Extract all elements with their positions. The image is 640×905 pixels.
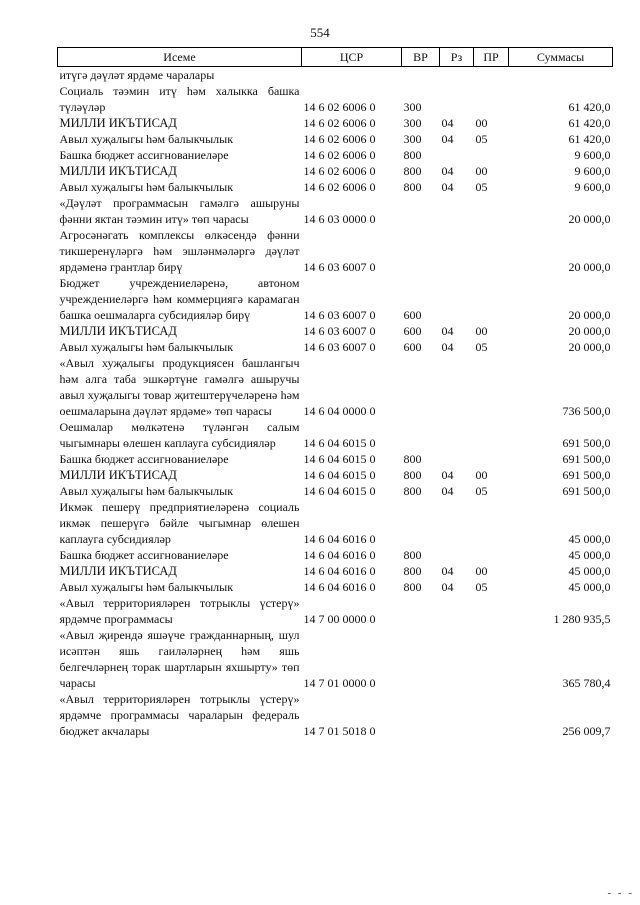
- cell-csr: 14 6 03 0000 0: [303, 212, 376, 226]
- cell-csr: 14 6 02 6006 0: [303, 164, 376, 178]
- cell-pr: [474, 547, 509, 563]
- cell-csr: 14 6 04 0000 0: [303, 404, 376, 418]
- cell-pr: 05: [475, 340, 488, 354]
- cell-sum: 61 420,0: [568, 100, 611, 114]
- cell-name: «Авыл территорияләрен тотрыклы үстерү» ярдәмче программасы: [59, 596, 300, 626]
- cell-vr: 800: [403, 180, 422, 194]
- cell-csr: 14 6 02 6006 0: [303, 132, 376, 146]
- cell-vr: [402, 355, 440, 419]
- cell-csr: 14 6 03 6007 0: [303, 324, 376, 338]
- header-rz: Рз: [440, 48, 474, 67]
- cell-name: МИЛЛИ ИКЪТИСАД: [59, 324, 177, 338]
- cell-name: Башка бюджет ассигнованиеләре: [59, 452, 229, 466]
- cell-rz: 04: [441, 180, 454, 194]
- cell-pr: 00: [475, 564, 488, 578]
- cell-csr: 14 6 02 6006 0: [303, 100, 376, 114]
- cell-sum: 20 000,0: [568, 212, 611, 226]
- cell-rz: [440, 227, 474, 275]
- cell-csr: 14 6 02 6006 0: [303, 180, 376, 194]
- table-row: [58, 147, 613, 163]
- cell-rz: 04: [441, 132, 454, 146]
- cell-csr: 14 6 02 6006 0: [303, 116, 376, 130]
- corner-mark: - - -: [607, 887, 634, 899]
- cell-rz: [440, 451, 474, 467]
- cell-vr: 600: [403, 308, 422, 322]
- cell-rz: [440, 627, 474, 691]
- cell-pr: [474, 627, 509, 691]
- cell-name: Бюджет учреждениеләренә, автоном учреждениеләргә һәм коммерциягә карамаган башка оешмаларга субсидияләр бирү: [59, 276, 300, 322]
- cell-csr: [302, 67, 402, 84]
- table-row: [58, 163, 613, 179]
- cell-name: Икмәк пешерү предприятиеләренә социаль икмәк пешерүгә бәйле чыгымнар өлешен каплауга субсидияләр: [59, 500, 300, 546]
- cell-name: МИЛЛИ ИКЪТИСАД: [59, 164, 177, 178]
- cell-pr: 00: [475, 324, 488, 338]
- header-sum: Суммасы: [509, 48, 613, 67]
- cell-csr: 14 7 01 5018 0: [303, 724, 376, 738]
- table-row: [58, 115, 613, 131]
- cell-name: «Авыл җирендә яшәүче гражданнарның, шул исәптән яшь гаиләләрнең һәм яшь белгечләрнең торак шартларын яхшырту» төп чарасы: [59, 628, 300, 690]
- cell-pr: [474, 691, 509, 739]
- cell-rz: [440, 67, 474, 84]
- cell-csr: 14 6 04 6015 0: [303, 484, 376, 498]
- table-row: [58, 483, 613, 499]
- cell-pr: [474, 83, 509, 115]
- header-vr: ВР: [402, 48, 440, 67]
- cell-pr: [474, 275, 509, 323]
- cell-rz: [440, 195, 474, 227]
- cell-vr: [402, 499, 440, 547]
- page-number: 554: [310, 25, 330, 40]
- table-row: [58, 547, 613, 563]
- cell-pr: [474, 499, 509, 547]
- cell-name: Башка бюджет ассигнованиеләре: [59, 148, 229, 162]
- cell-csr: 14 6 04 6016 0: [303, 564, 376, 578]
- cell-name: Авыл хуҗалыгы һәм балыкчылык: [59, 484, 234, 498]
- cell-csr: 14 6 04 6016 0: [303, 580, 376, 594]
- cell-rz: [440, 595, 474, 627]
- table-row: [58, 195, 613, 227]
- cell-name: Авыл хуҗалыгы һәм балыкчылык: [59, 132, 234, 146]
- cell-sum: 20 000,0: [568, 308, 611, 322]
- cell-vr: [402, 419, 440, 451]
- table-row: [58, 67, 613, 84]
- cell-sum: 691 500,0: [562, 452, 611, 466]
- cell-rz: [440, 419, 474, 451]
- cell-vr: [402, 595, 440, 627]
- cell-sum: 691 500,0: [562, 436, 611, 450]
- cell-name: «Дәүләт программасын гамәлгә ашыруны фәнни яктан тәэмин итү» төп чарасы: [59, 196, 300, 226]
- cell-rz: 04: [441, 324, 454, 338]
- cell-csr: 14 7 00 0000 0: [303, 612, 376, 626]
- cell-vr: 800: [403, 484, 422, 498]
- cell-name: Оешмалар мөлкәтенә түләнгән салым чыгымнары өлешен каплауга субсидияләр: [59, 420, 300, 450]
- cell-pr: 05: [475, 180, 488, 194]
- cell-sum: 1 280 935,5: [553, 612, 611, 626]
- table-row: [58, 227, 613, 275]
- table-row: [58, 275, 613, 323]
- cell-sum: [509, 67, 613, 84]
- cell-pr: 05: [475, 484, 488, 498]
- cell-sum: 736 500,0: [562, 404, 611, 418]
- cell-vr: [402, 627, 440, 691]
- table-row: [58, 499, 613, 547]
- cell-name: МИЛЛИ ИКЪТИСАД: [59, 116, 177, 130]
- table-header: [58, 48, 613, 67]
- cell-vr: 800: [403, 580, 422, 594]
- cell-pr: [474, 67, 509, 84]
- cell-sum: 691 500,0: [562, 484, 611, 498]
- cell-rz: [440, 355, 474, 419]
- cell-sum: 45 000,0: [568, 564, 611, 578]
- cell-vr: 800: [403, 468, 422, 482]
- cell-rz: [440, 147, 474, 163]
- cell-csr: 14 6 04 6016 0: [303, 532, 376, 546]
- cell-csr: 14 7 01 0000 0: [303, 676, 376, 690]
- cell-name: «Авыл хуҗалыгы продукциясен башлангыч һәм алга таба эшкәртүне гамәлгә ашыручы авыл хуҗалыгы товар җитештерүчеләренә һәм оешмаларына дәүләт ярдәме» төп чарасы: [59, 356, 300, 418]
- table-row: [58, 179, 613, 195]
- cell-vr: [402, 691, 440, 739]
- cell-rz: 04: [441, 116, 454, 130]
- cell-sum: 9 600,0: [574, 148, 611, 162]
- cell-csr: 14 6 02 6006 0: [303, 148, 376, 162]
- cell-vr: [402, 195, 440, 227]
- cell-sum: 45 000,0: [568, 532, 611, 546]
- cell-pr: 00: [475, 116, 488, 130]
- cell-name: Башка бюджет ассигнованиеләре: [59, 548, 229, 562]
- cell-sum: 20 000,0: [568, 260, 611, 274]
- cell-sum: 20 000,0: [568, 324, 611, 338]
- table-row: [58, 595, 613, 627]
- budget-table: [57, 47, 613, 739]
- cell-vr: [402, 227, 440, 275]
- cell-csr: 14 6 04 6016 0: [303, 548, 376, 562]
- table-row: [58, 339, 613, 355]
- cell-rz: 04: [441, 340, 454, 354]
- cell-csr: 14 6 03 6007 0: [303, 340, 376, 354]
- cell-pr: 05: [475, 132, 488, 146]
- cell-csr: 14 6 04 6015 0: [303, 436, 376, 450]
- cell-sum: 61 420,0: [568, 116, 611, 130]
- cell-csr: 14 6 04 6015 0: [303, 452, 376, 466]
- cell-name: Авыл хуҗалыгы һәм балыкчылык: [59, 180, 234, 194]
- table-row: [58, 451, 613, 467]
- table-row: [58, 83, 613, 115]
- cell-vr: 800: [403, 564, 422, 578]
- cell-sum: 256 009,7: [562, 724, 611, 738]
- cell-pr: [474, 419, 509, 451]
- table-row: [58, 627, 613, 691]
- cell-name: Социаль тәэмин итү һәм халыкка башка түләүләр: [59, 84, 300, 114]
- header-name: Исеме: [58, 48, 302, 67]
- cell-vr: 800: [403, 548, 422, 562]
- cell-vr: 300: [403, 132, 422, 146]
- table-row: [58, 563, 613, 579]
- cell-sum: 691 500,0: [562, 468, 611, 482]
- cell-rz: 04: [441, 484, 454, 498]
- cell-name: «Авыл территорияләрен тотрыклы үстерү» ярдәмче программасы чараларын федераль бюджет акчалары: [59, 692, 300, 738]
- table-row: [58, 419, 613, 451]
- cell-vr: [402, 67, 440, 84]
- table-row: [58, 131, 613, 147]
- cell-name: Агросәнәгать комплексы өлкәсендә фәнни тикшеренүләргә һәм эшләнмәләргә дәүләт ярдәменә грантлар бирү: [59, 228, 300, 274]
- cell-vr: 600: [403, 340, 422, 354]
- cell-rz: 04: [441, 580, 454, 594]
- cell-rz: [440, 83, 474, 115]
- cell-rz: [440, 275, 474, 323]
- table-row: [58, 579, 613, 595]
- cell-pr: [474, 451, 509, 467]
- cell-name: итүгә дәүләт ярдәме чаралары: [59, 68, 215, 82]
- cell-sum: 9 600,0: [574, 180, 611, 194]
- cell-csr: 14 6 04 6015 0: [303, 468, 376, 482]
- cell-rz: 04: [441, 468, 454, 482]
- table-row: [58, 467, 613, 483]
- cell-sum: 61 420,0: [568, 132, 611, 146]
- header-csr: ЦСР: [302, 48, 402, 67]
- cell-sum: 365 780,4: [562, 676, 611, 690]
- cell-name: Авыл хуҗалыгы һәм балыкчылык: [59, 340, 234, 354]
- cell-vr: 300: [403, 100, 422, 114]
- cell-name: Авыл хуҗалыгы һәм балыкчылык: [59, 580, 234, 594]
- cell-csr: 14 6 03 6007 0: [303, 308, 376, 322]
- cell-pr: [474, 195, 509, 227]
- cell-pr: 00: [475, 468, 488, 482]
- cell-sum: 45 000,0: [568, 548, 611, 562]
- cell-vr: 300: [403, 116, 422, 130]
- table-row: [58, 691, 613, 739]
- cell-sum: 20 000,0: [568, 340, 611, 354]
- cell-name: МИЛЛИ ИКЪТИСАД: [59, 564, 177, 578]
- cell-pr: [474, 595, 509, 627]
- cell-rz: [440, 691, 474, 739]
- cell-vr: 800: [403, 164, 422, 178]
- cell-pr: [474, 355, 509, 419]
- cell-pr: 00: [475, 164, 488, 178]
- cell-pr: [474, 147, 509, 163]
- cell-pr: [474, 227, 509, 275]
- cell-sum: 9 600,0: [574, 164, 611, 178]
- table-row: [58, 355, 613, 419]
- header-pr: ПР: [474, 48, 509, 67]
- table-body: [58, 67, 613, 740]
- cell-vr: 600: [403, 324, 422, 338]
- cell-rz: [440, 547, 474, 563]
- cell-vr: 800: [403, 452, 422, 466]
- cell-rz: [440, 499, 474, 547]
- cell-name: МИЛЛИ ИКЪТИСАД: [59, 468, 177, 482]
- table-row: [58, 323, 613, 339]
- cell-csr: 14 6 03 6007 0: [303, 260, 376, 274]
- cell-rz: 04: [441, 564, 454, 578]
- cell-sum: 45 000,0: [568, 580, 611, 594]
- cell-pr: 05: [475, 580, 488, 594]
- cell-vr: 800: [403, 148, 422, 162]
- cell-rz: 04: [441, 164, 454, 178]
